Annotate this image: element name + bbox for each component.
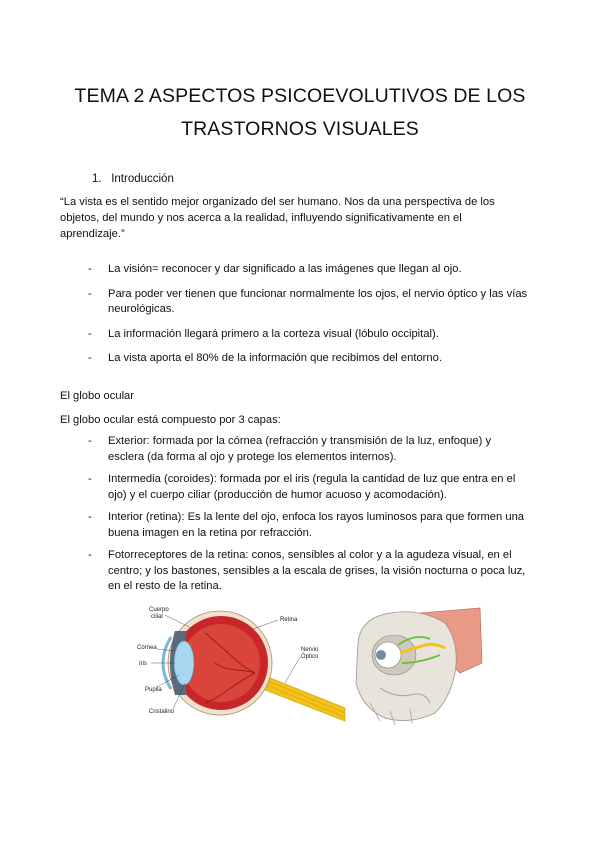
- skull-orbit-illustration: [350, 603, 485, 728]
- label-retina: Retina: [280, 617, 298, 623]
- iris-illustration: [376, 650, 386, 660]
- list-item: - Interior (retina): Es la lente del ojo, enfoca los rayos luminosos para que formen una buena imagen en la retina por refracción.: [88, 510, 528, 541]
- section-heading: [92, 173, 174, 185]
- list-item: - Fotorreceptores de la retina: conos, sensibles al color y a la agudeza visual, en el centro; y los bastones, sensibles a la escala de grises, la visión nocturna o poca luz, en el resto de la retina.: [88, 548, 528, 595]
- label-cristalino: Cristalino: [149, 709, 175, 715]
- globe-intro: El globo ocular está compuesto por 3 capas:: [60, 414, 281, 426]
- list-item: - La visión= reconocer y dar significado a las imágenes que llegan al ojo.: [88, 262, 528, 278]
- list-item: - Intermedia (coroides): formada por el iris (regula la cantidad de luz que entra en el ojo) y el cuerpo ciliar (producción de humor acuoso y acomodación).: [88, 472, 528, 503]
- globe-list: [88, 434, 528, 602]
- label-nervio: Nervio: [301, 647, 319, 653]
- eye-diagram: [135, 603, 350, 728]
- list-item: - La información llegará primero a la corteza visual (lóbulo occipital).: [88, 327, 528, 343]
- list-item: - Exterior: formada por la córnea (refracción y transmisión de la luz, enfoque) y esclera (da forma al ojo y protege los elementos internos).: [88, 434, 528, 465]
- label-cuerpo-ciliar-2: ciliar: [151, 614, 164, 620]
- label-pupila: Pupila: [145, 687, 162, 693]
- label-optico: Óptico: [301, 654, 319, 660]
- page-title: TEMA 2 ASPECTOS PSICOEVOLUTIVOS DE LOS TRASTORNOS VISUALES: [74, 85, 526, 140]
- list-item: - Para poder ver tienen que funcionar normalmente los ojos, el nervio óptico y las vías neurológicas.: [88, 287, 528, 318]
- list-item: - La vista aporta el 80% de la información que recibimos del entorno.: [88, 351, 528, 367]
- section-label: Introducción: [111, 173, 174, 185]
- section-number: 1.: [92, 173, 102, 185]
- label-iris: Iris: [139, 661, 147, 667]
- intro-quote: “La vista es el sentido mejor organizado del ser humano. Nos da una perspectiva de los objetos, del mundo y nos acerca a la realidad, influyendo significativamente en el aprendizaje.”: [60, 196, 495, 240]
- label-cuerpo-ciliar: Cuerpo: [149, 607, 169, 613]
- intro-list: [88, 262, 528, 376]
- lens-shape: [174, 641, 194, 685]
- label-cornea: Córnea: [137, 645, 157, 651]
- globe-heading: El globo ocular: [60, 390, 135, 402]
